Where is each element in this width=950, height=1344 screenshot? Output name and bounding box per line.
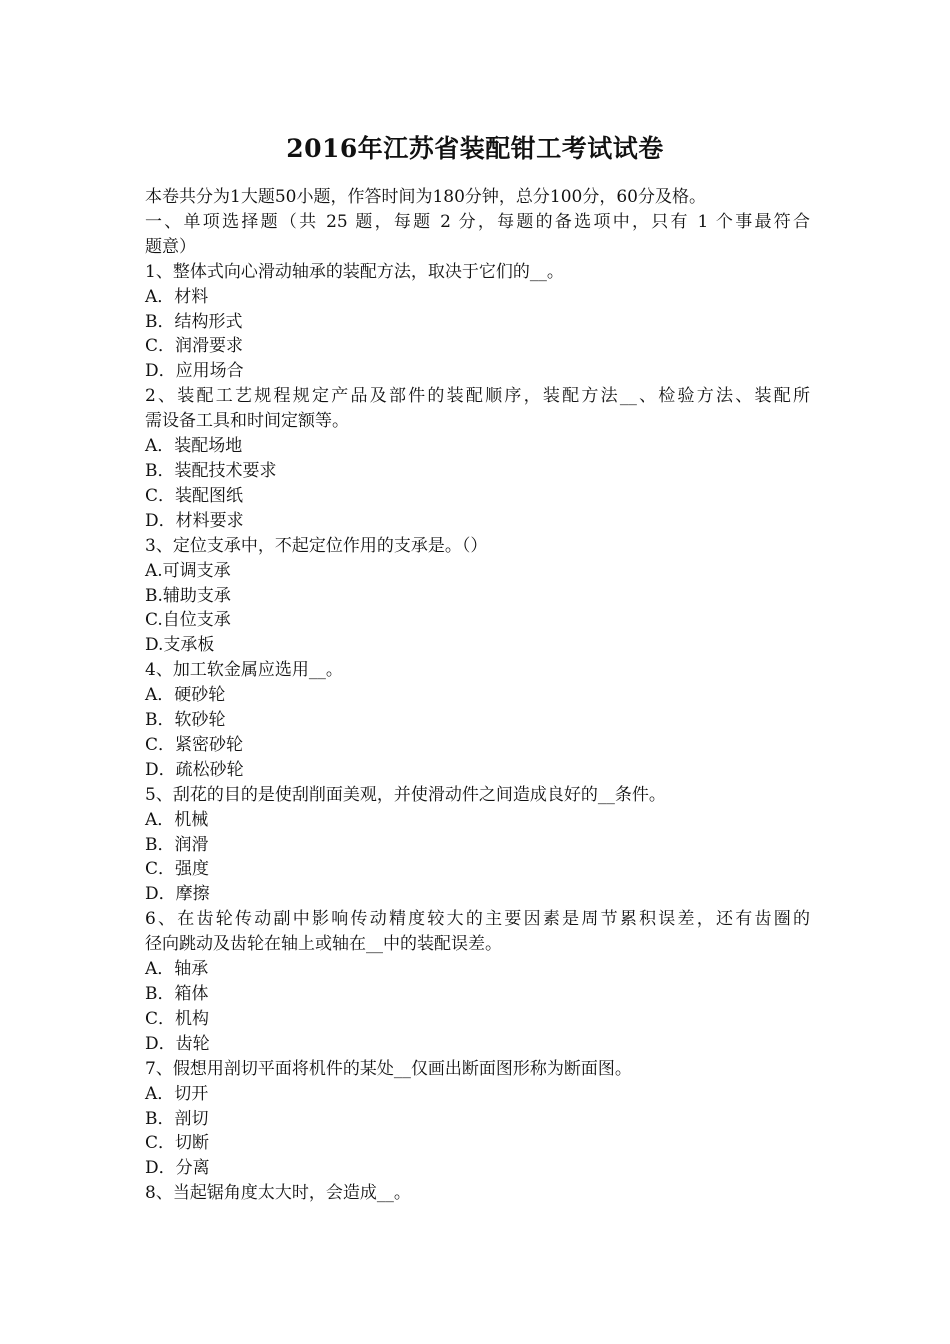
question-1 [145, 260, 810, 385]
question-2 [145, 384, 810, 533]
option-d: D．应用场合 [145, 361, 244, 382]
section-heading-line-1: 一、单项选择题（共 25 题，每题 2 分，每题的备选项中，只有 1 个事最符合 [145, 211, 810, 232]
question-stem: 4、加工软金属应选用__。 [145, 660, 343, 681]
question-7 [145, 1057, 810, 1182]
option-d: D．齿轮 [145, 1033, 210, 1054]
option-b: B．剖切 [145, 1108, 209, 1129]
document-body [145, 185, 810, 1206]
option-b: B．软砂轮 [145, 710, 226, 731]
option-c: C．润滑要求 [145, 336, 244, 357]
question-4 [145, 658, 810, 783]
option-a: A．机械 [145, 809, 209, 830]
question-stem: 3、定位支承中，不起定位作用的支承是。（） [145, 535, 488, 556]
option-d: D．疏松砂轮 [145, 759, 244, 780]
option-b: B．润滑 [145, 834, 209, 855]
question-5 [145, 783, 810, 908]
option-d: D．分离 [145, 1158, 210, 1179]
question-stem: 2、装配工艺规程规定产品及部件的装配顺序，装配方法__、检验方法、装配所 [145, 386, 810, 407]
question-stem: 8、当起锯角度太大时，会造成__。 [145, 1183, 411, 1204]
question-stem: 1、整体式向心滑动轴承的装配方法，取决于它们的__。 [145, 261, 564, 282]
option-a: A．切开 [145, 1083, 209, 1104]
question-stem-continued: 径向跳动及齿轮在轴上或轴在__中的装配误差。 [145, 934, 502, 955]
option-c: C．切断 [145, 1133, 210, 1154]
option-b: B．箱体 [145, 984, 209, 1004]
option-b: B．装配技术要求 [145, 460, 277, 481]
option-d: D．摩擦 [145, 884, 210, 905]
exam-intro: 本卷共分为1大题50小题，作答时间为180分钟，总分100分，60分及格。 [145, 187, 706, 207]
question-3 [145, 534, 810, 659]
option-c: C．强度 [145, 859, 210, 880]
option-a: A．硬砂轮 [145, 685, 226, 706]
section-heading-line-2: 题意） [145, 236, 196, 257]
option-c: C．紧密砂轮 [145, 734, 244, 755]
option-a: A．装配场地 [145, 436, 243, 457]
question-stem: 7、假想用剖切平面将机件的某处__仅画出断面图形称为断面图。 [145, 1058, 632, 1079]
option-c: C．机构 [145, 1008, 210, 1029]
question-stem: 5、刮花的目的是使刮削面美观，并使滑动件之间造成良好的__条件。 [145, 784, 666, 805]
question-stem-continued: 需设备工具和时间定额等。 [145, 411, 349, 432]
option-b: B．结构形式 [145, 311, 243, 332]
document-title: 2016年江苏省装配钳工考试试卷 [286, 134, 664, 163]
option-d: D．材料要求 [145, 510, 244, 531]
option-c: C.自位支承 [145, 610, 231, 631]
question-stem: 6、在齿轮传动副中影响传动精度较大的主要因素是周节累积误差，还有齿圈的 [145, 909, 810, 930]
question-6 [145, 907, 810, 1056]
option-d: D.支承板 [145, 635, 215, 656]
option-b: B.辅助支承 [145, 585, 231, 606]
option-a: A.可调支承 [145, 560, 231, 581]
option-a: A．材料 [145, 286, 209, 307]
option-c: C．装配图纸 [145, 485, 244, 506]
question-8 [145, 1181, 810, 1206]
option-a: A．轴承 [145, 959, 209, 980]
